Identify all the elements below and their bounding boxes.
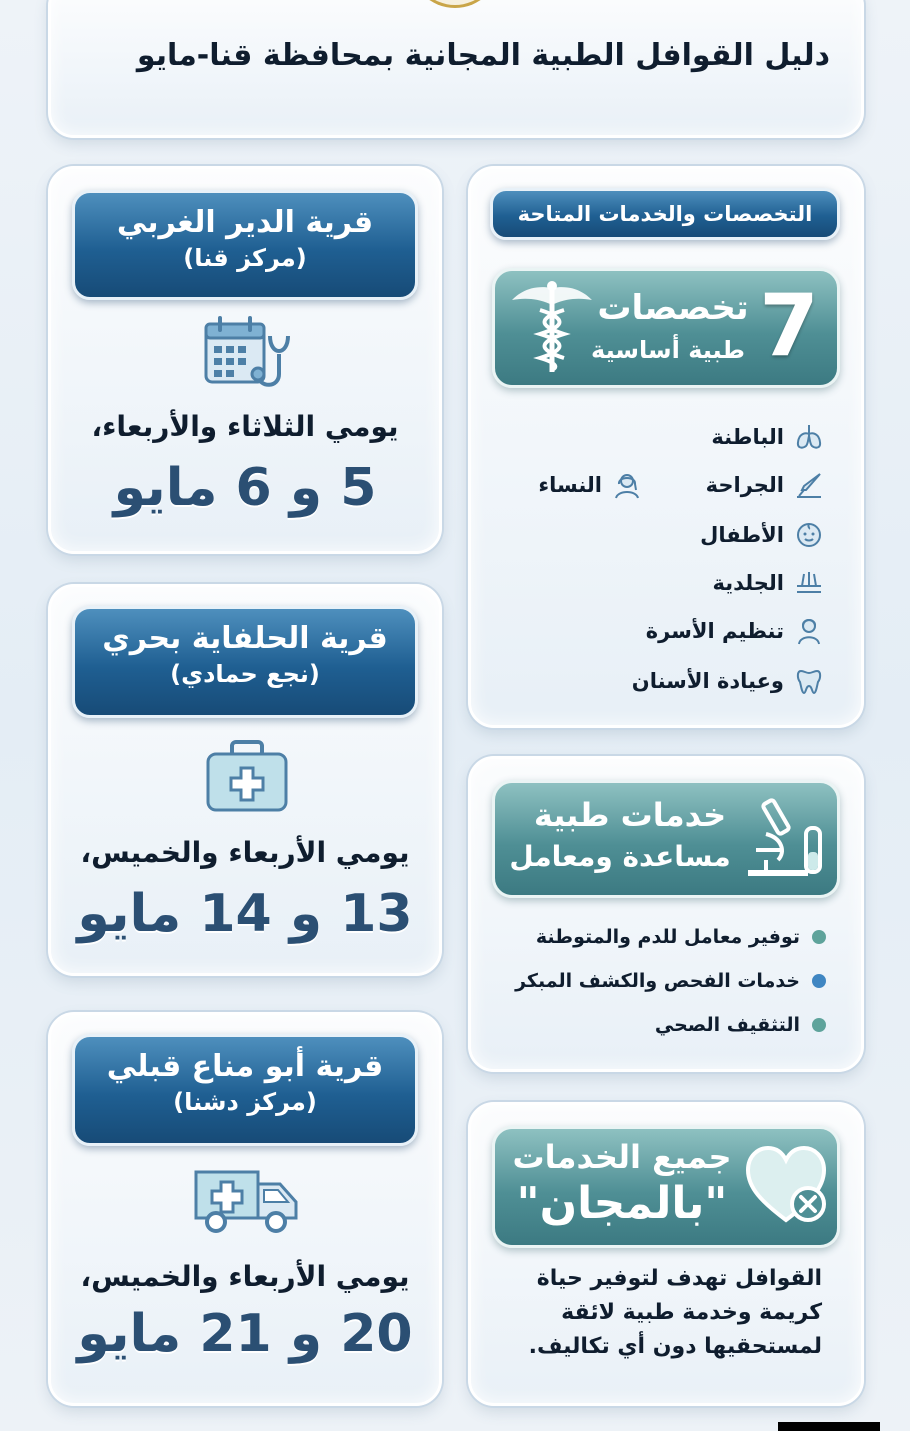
page-title: دليل القوافل الطبية المجانية بمحافظة قنا-مايو: [136, 38, 830, 73]
lab-services-title-line2: مساعدة ومعامل: [509, 840, 731, 873]
village-2-days: يومي الأربعاء والخميس،: [80, 836, 410, 869]
lab-bullet-3-text: التثقيف الصحي: [654, 1014, 800, 1036]
specialty-label-gynecology: النساء: [538, 473, 602, 497]
village-2-date: 13 و 14 مايو: [77, 884, 413, 944]
village-3-date: 20 و 21 مايو: [77, 1304, 413, 1364]
specialty-label-internal: الباطنة: [711, 425, 784, 449]
heart-check-icon: [742, 1140, 832, 1230]
bullet-dot-3: [812, 1018, 826, 1032]
lab-bullet-2-text: خدمات الفحص والكشف المبكر: [515, 970, 800, 992]
specialty-item-pediatrics: [700, 520, 824, 550]
scalpel-icon: [794, 470, 824, 500]
lab-bullet-3: [655, 1014, 826, 1036]
specialty-label-family-planning: تنظيم الأسرة: [645, 619, 784, 643]
caduceus-icon: [510, 280, 594, 376]
village-1-name: قرية الدير الغربي: [116, 205, 374, 240]
village-2-name: قرية الحلفاية بحري: [102, 621, 388, 656]
bottom-edge-bar: [778, 1422, 880, 1431]
specialty-item-surgery: [706, 470, 824, 500]
calendar-stethoscope-icon: [200, 316, 300, 396]
lab-bullet-1: [536, 926, 826, 948]
family-icon: [794, 616, 824, 646]
free-services-line1: جميع الخدمات: [512, 1138, 732, 1176]
specialty-item-family-planning: [646, 616, 824, 646]
specialty-item-dermatology: [712, 568, 824, 598]
village-2-center: (نجع حمادي): [170, 660, 320, 688]
free-services-line2: "بالمجان": [516, 1178, 728, 1229]
lab-services-title-line1: خدمات طبية: [533, 796, 727, 834]
village-3-center: (مركز دشنا): [173, 1088, 317, 1116]
specialties-section-title: [490, 188, 840, 240]
specialty-label-pediatrics: الأطفال: [700, 523, 784, 547]
ambulance-icon: [192, 1164, 302, 1236]
lungs-icon: [794, 422, 824, 452]
village-3-days: يومي الأربعاء والخميس،: [80, 1260, 410, 1293]
woman-icon: [612, 470, 642, 500]
village-1-date: 5 و 6 مايو: [113, 458, 377, 518]
tooth-icon: [794, 666, 824, 696]
village-1-days: يومي الثلاثاء والأربعاء،: [91, 410, 399, 443]
village-2-header: [72, 606, 418, 718]
specialty-item-internal: [711, 422, 824, 452]
baby-face-icon: [794, 520, 824, 550]
specialty-label-dental: وعيادة الأسنان: [631, 669, 784, 693]
specialties-count-sub: طبية أساسية: [591, 336, 745, 364]
specialties-count-word: تخصصات: [597, 288, 749, 328]
specialty-label-dermatology: الجلدية: [712, 571, 784, 595]
specialties-section-title-text: التخصصات والخدمات المتاحة: [517, 202, 813, 226]
village-3-header: [72, 1034, 418, 1146]
lab-bullet-2: [515, 970, 826, 992]
specialty-item-gynecology: [538, 470, 642, 500]
free-services-description: القوافل تهدف لتوفير حياة كريمة وخدمة طبية لائقة لمستحقيها دون أي تكاليف.: [528, 1266, 822, 1360]
specialty-label-surgery: الجراحة: [705, 473, 784, 497]
bullet-dot-1: [812, 930, 826, 944]
lab-bullet-1-text: توفير معامل للدم والمتوطنة: [535, 926, 800, 948]
bullet-dot-2: [812, 974, 826, 988]
village-1-center: (مركز قنا): [183, 244, 307, 272]
first-aid-kit-icon: [204, 738, 290, 814]
specialty-item-dental: [632, 666, 824, 696]
specialties-count-number: 7: [759, 276, 819, 376]
skin-icon: [794, 568, 824, 598]
village-1-header: [72, 190, 418, 300]
village-3-name: قرية أبو مناع قبلي: [106, 1049, 384, 1084]
microscope-icon: [742, 794, 828, 884]
